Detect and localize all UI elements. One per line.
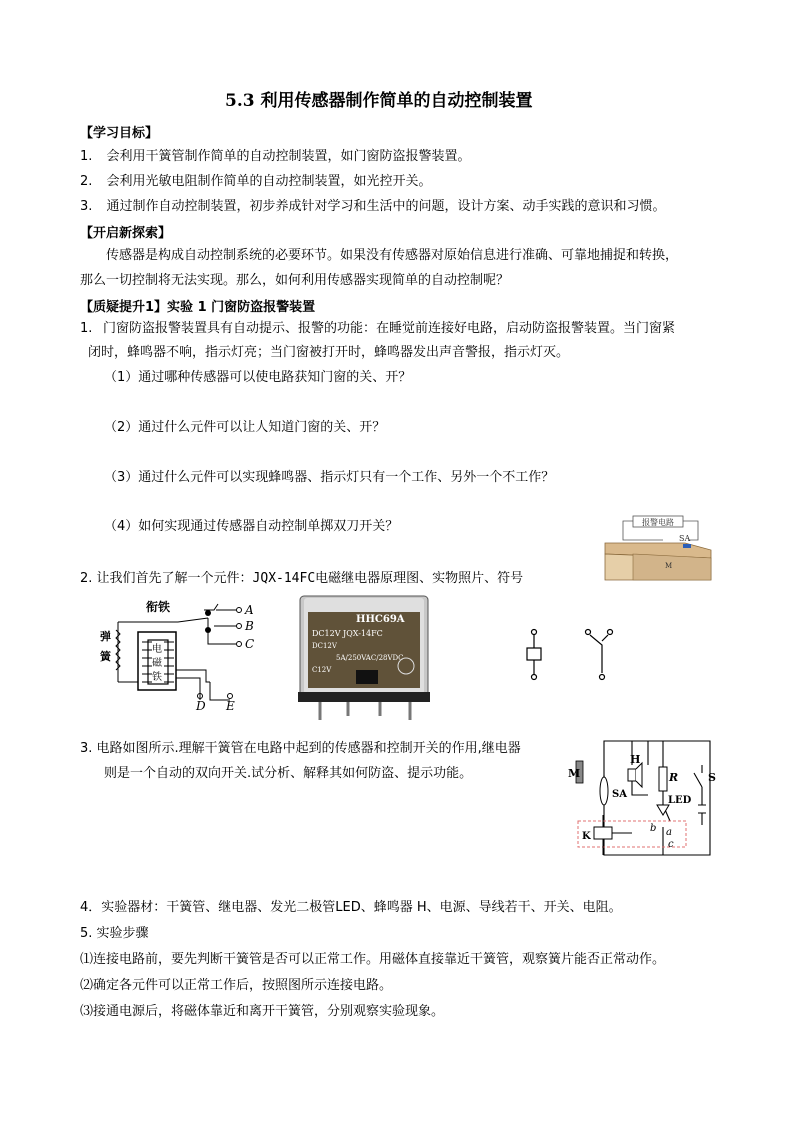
q2-suffix: 电磁继电器原理图、实物照片、符号: [315, 571, 524, 586]
exp1-q1-line1: 门窗防盗报警装置具有自动提示、报警的功能：在睡觉前连接好电路，启动防盗报警装置。当门窗紧: [103, 321, 676, 336]
door-sa-label: SA: [679, 534, 691, 543]
relay-coil-label: 电磁铁: [152, 644, 162, 683]
goal-text: 通过制作自动控制装置，初步养成针对学习和生活中的问题，设计方案、动手实践的意识和习惯。: [106, 199, 666, 214]
exp1-q3-line2: 则是一个自动的双向开关.试分析、解释其如何防盗、提示功能。: [104, 766, 473, 781]
photo-text-1: HHC69A: [356, 614, 405, 625]
explore-para-1: 传感器是构成自动控制系统的必要环节。如果没有传感器对原始信息进行准确、可靠地捕捉和转换，: [106, 248, 679, 263]
exp1-sub-question-1: （1）通过哪种传感器可以使电路获知门窗的关、开？: [104, 370, 412, 385]
photo-text-3: DC12V: [312, 642, 337, 650]
circuit-c-label: c: [668, 839, 674, 850]
materials: 4．实验器材：干簧管、继电器、发光二极管LED、蜂鸣器 H、电源、导线若干、开关、电阻。: [80, 900, 622, 915]
terminal-e-label: E: [226, 699, 235, 713]
alarm-circuit-diagram: [570, 735, 720, 865]
steps-heading: 5. 实验步骤: [80, 926, 149, 941]
goal-item-1: [80, 148, 471, 166]
exp1-q1-line2: 闭时，蜂鸣器不响，指示灯亮；当门窗被打开时，蜂鸣器发出声音警报，指示灯灭。: [88, 345, 570, 360]
photo-text-2: DC12V JQX-14FC: [312, 629, 383, 638]
exp1-q3-line1: 3. 电路如图所示.理解干簧管在电路中起到的传感器和控制开关的作用,继电器: [80, 741, 521, 756]
relay-symbols: [524, 626, 624, 682]
exp1-q1-num: 1.: [80, 321, 93, 336]
step-3: ⑶接通电源后，将磁体靠近和离开干簧管，分别观察实验现象。: [80, 1004, 445, 1019]
goal-num: 2.: [80, 174, 93, 189]
step-2: ⑵确定各元件可以正常工作后，按照图所示连接电路。: [80, 978, 393, 993]
terminal-d-label: D: [196, 699, 206, 713]
terminal-a-label: A: [245, 603, 254, 617]
exp1-q2: [80, 570, 523, 588]
goal-num: 1.: [80, 149, 93, 164]
page-title: 5.3 利用传感器制作简单的自动控制装置: [225, 91, 533, 111]
circuit-b-label: b: [650, 823, 657, 834]
terminal-b-label: B: [245, 619, 254, 633]
circuit-r-label: R: [669, 771, 679, 784]
photo-text-4: 5A/250VAC/28VDC: [336, 654, 404, 662]
relay-spring-label: 弹簧: [100, 630, 111, 663]
q2-prefix: 2. 让我们首先了解一个元件：: [80, 571, 253, 586]
goal-num: 3.: [80, 199, 93, 214]
door-alarm-label: 报警电路: [642, 518, 674, 527]
circuit-h-label: H: [630, 753, 641, 766]
exp1-sub-question-2: （2）通过什么元件可以让人知道门窗的关、开？: [104, 420, 386, 435]
goals-heading: 【学习目标】: [80, 126, 159, 141]
relay-photo: [296, 592, 432, 722]
relay-principle-diagram: [96, 600, 276, 712]
exp1-sub-question-3: （3）通过什么元件可以实现蜂鸣器、指示灯只有一个工作、另外一个不工作？: [104, 470, 555, 485]
relay-armature-label: 衔铁: [146, 600, 171, 614]
explore-para-2: 那么一切控制将无法实现。那么，如何利用传感器实现简单的自动控制呢？: [80, 273, 510, 288]
circuit-led-label: LED: [668, 795, 692, 806]
goal-text: 会利用干簧管制作简单的自动控制装置，如门窗防盗报警装置。: [106, 149, 471, 164]
circuit-sa-label: SA: [612, 789, 627, 800]
circuit-m-label: M: [568, 767, 581, 780]
circuit-s-label: S: [708, 771, 716, 784]
exp1-heading: 【质疑提升1】实验 1 门窗防盗报警装置: [80, 300, 316, 315]
circuit-a-label: a: [666, 827, 672, 838]
step-1: ⑴连接电路前，要先判断干簧管是否可以正常工作。用磁体直接靠近干簧管，观察簧片能否正常动作。: [80, 952, 666, 967]
door-alarm-figure: [603, 510, 713, 582]
goal-item-3: [80, 198, 666, 216]
explore-heading: 【开启新探索】: [80, 226, 172, 241]
exp1-sub-question-4: （4）如何实现通过传感器自动控制单掷双刀开关？: [104, 519, 399, 534]
photo-text-5: C12V: [312, 666, 332, 674]
circuit-k-label: K: [582, 831, 591, 842]
terminal-c-label: C: [245, 637, 255, 651]
goal-item-2: [80, 173, 432, 191]
goal-text: 会利用光敏电阻制作简单的自动控制装置，如光控开关。: [106, 174, 432, 189]
door-magnet-label: M: [665, 562, 673, 570]
relay-model: JQX-14FC: [252, 571, 316, 586]
